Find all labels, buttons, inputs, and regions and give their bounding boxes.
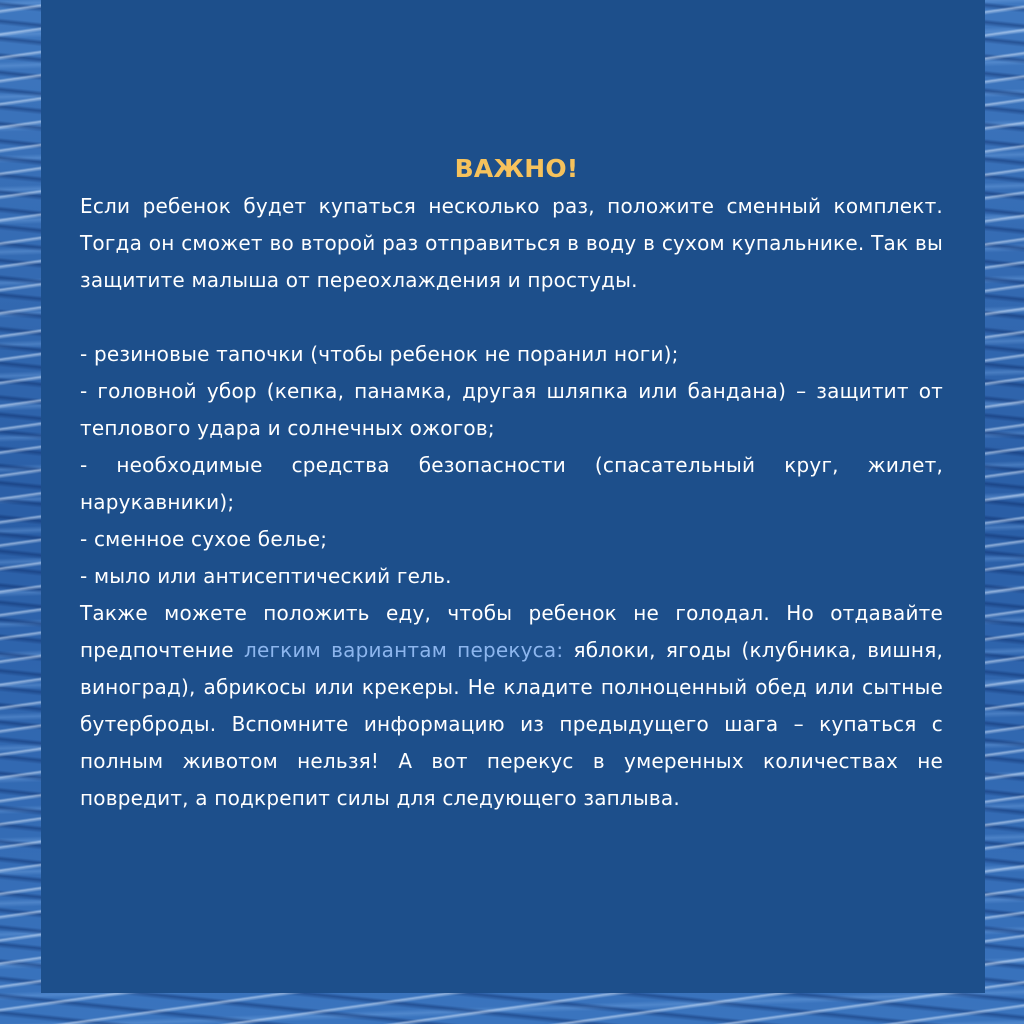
snack-link[interactable]: легким вариантам перекуса:: [243, 638, 564, 662]
list-item: - мыло или антисептический гель.: [80, 564, 452, 588]
list-item: - сменное сухое белье;: [80, 527, 328, 551]
outro-text-end: яблоки, ягоды (клубника, вишня, виноград), абрикосы или крекеры. Не кладите полноценный обед или сытные бутерброды. Вспомните информацию из предыдущего шага – купаться с полным животом нельзя! А вот перекус в умеренных количествах не повредит, а подкрепит силы для следующего заплыва.: [80, 638, 944, 810]
spacer: [80, 299, 943, 336]
text-content: [80, 150, 943, 817]
heading-important: ВАЖНО!: [454, 154, 579, 183]
outro-text-start: Также можете положить еду, чтобы ребенок не голодал. Но отдавайте предпочтение: [80, 601, 943, 662]
outro-paragraph: [80, 595, 943, 817]
list-item: - резиновые тапочки (чтобы ребенок не поранил ноги);: [80, 342, 679, 366]
list-item: - необходимые средства безопасности (спасательный круг, жилет, нарукавники);: [80, 453, 943, 514]
intro-paragraph: Если ребенок будет купаться несколько раз, положите сменный комплект. Тогда он сможет во второй раз отправиться в воду в сухом купальнике. Так вы защитите малыша от переохлаждения и простуды.: [80, 194, 943, 292]
list-item: - головной убор (кепка, панамка, другая шляпка или бандана) – защитит от теплового удара и солнечных ожогов;: [80, 379, 943, 440]
